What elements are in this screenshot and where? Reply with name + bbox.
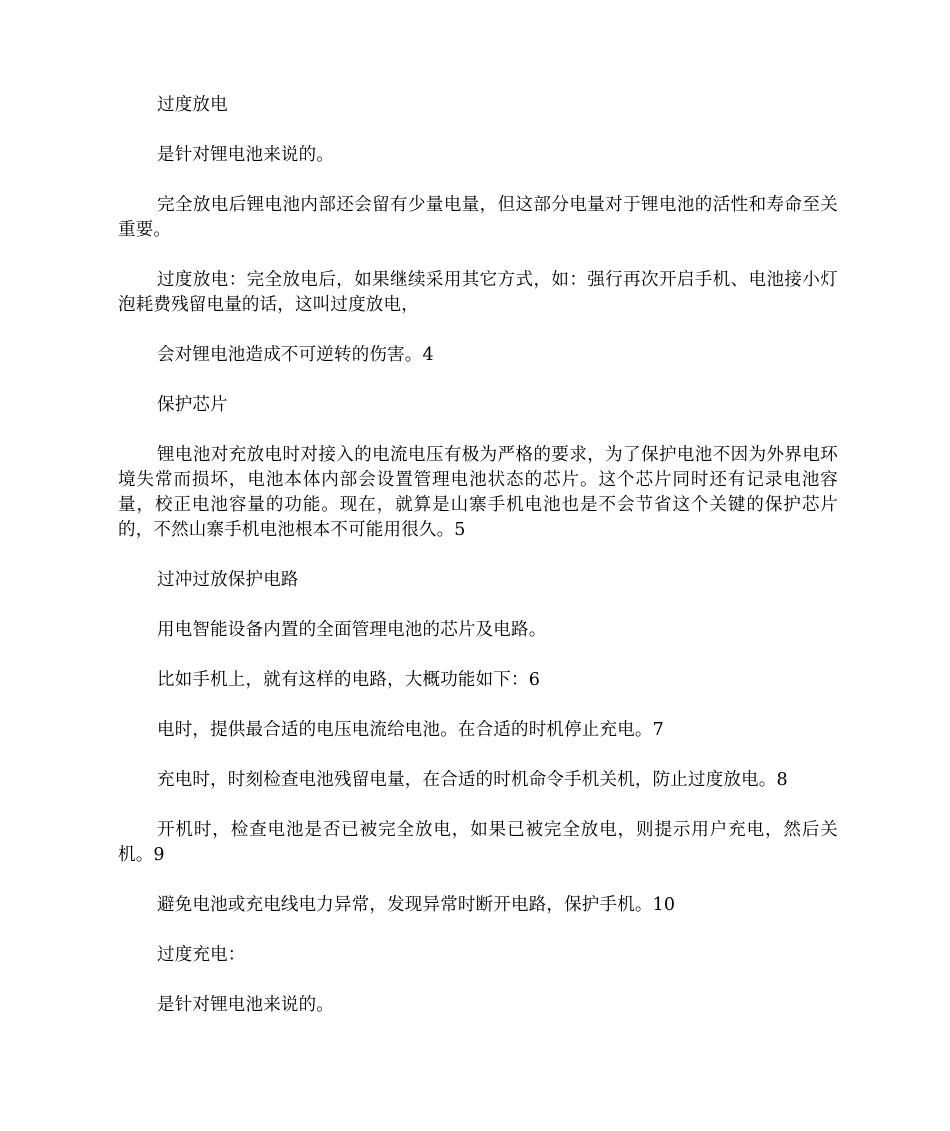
document-page — [118, 93, 838, 1018]
paragraph: 是针对锂电池来说的。 — [157, 995, 334, 1015]
paragraph: 比如手机上，就有这样的电路，大概功能如下：6 — [157, 670, 541, 690]
heading-over-discharge: 过度放电 — [157, 95, 228, 115]
paragraph: 锂电池对充放电时对接入的电流电压有极为严格的要求，为了保护电池不因为外界电环境失常而损坏，电池本体内部会设置管理电池状态的芯片。这个芯片同时还有记录电池容量，校正电池容量的功能。现在，就算是山寨手机电池也是不会节省这个关键的保护芯片的，不然山寨手机电池根本不可能用很久。5 — [118, 445, 838, 540]
heading-protection-chip: 保护芯片 — [157, 395, 228, 415]
paragraph: 会对锂电池造成不可逆转的伤害。4 — [157, 345, 434, 365]
paragraph: 充电时，时刻检查电池残留电量，在合适的时机命令手机关机，防止过度放电。8 — [157, 770, 788, 790]
paragraph: 过度放电：完全放电后，如果继续采用其它方式，如：强行再次开启手机、电池接小灯泡耗费残留电量的话，这叫过度放电， — [118, 270, 838, 315]
paragraph: 是针对锂电池来说的。 — [157, 145, 334, 165]
paragraph: 完全放电后锂电池内部还会留有少量电量，但这部分电量对于锂电池的活性和寿命至关重要。 — [118, 195, 838, 240]
heading-over-charge: 过度充电： — [157, 945, 246, 965]
paragraph: 电时，提供最合适的电压电流给电池。在合适的时机停止充电。7 — [157, 720, 664, 740]
paragraph: 避免电池或充电线电力异常，发现异常时断开电路，保护手机。10 — [157, 895, 676, 915]
paragraph: 开机时，检查电池是否已被完全放电，如果已被完全放电，则提示用户充电，然后关机。9 — [118, 820, 838, 865]
paragraph: 用电智能设备内置的全面管理电池的芯片及电路。 — [157, 620, 547, 640]
heading-protection-circuit: 过冲过放保护电路 — [157, 570, 299, 590]
